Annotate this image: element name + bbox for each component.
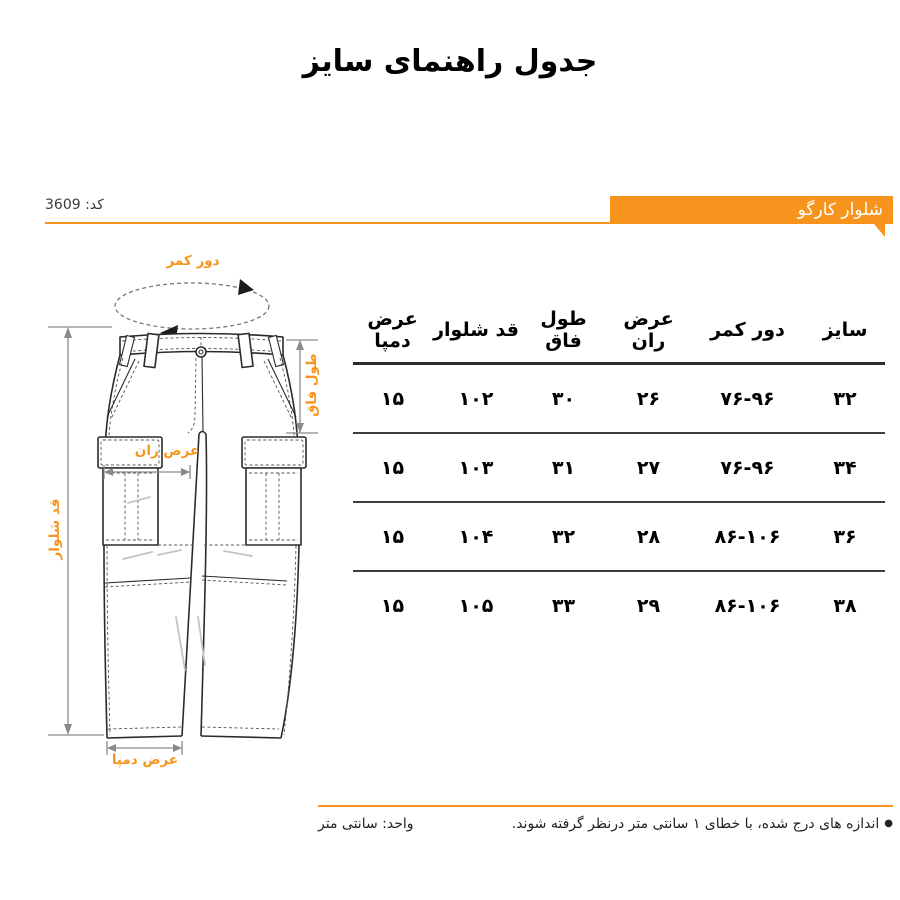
length-measure-label: قد شلوار [47,498,63,560]
cell-waist: ۷۶-۹۶ [690,433,805,502]
cell-rise: ۳۳ [551,594,576,617]
page-title: جدول راهنمای سایز [302,44,598,79]
knee-seams [105,576,287,587]
size-table-header-row [353,283,885,364]
col-header-waist: دور کمر [690,283,805,364]
product-name: شلوار کارگو [797,200,883,220]
table-row [353,571,885,639]
cell-rise: ۳۲ [520,502,607,571]
cell-length: ۱۰۳ [432,433,520,502]
cell-hem: ۱۵ [353,364,432,434]
bullet-icon: ● [884,818,893,829]
banner-tail-shape [874,224,885,237]
cell-hem: ۱۵ [353,502,432,571]
cell-waist: ۸۶-۱۰۶ [690,502,805,571]
cell-length: ۱۰۴ [432,502,520,571]
cell-waist: ۷۶-۹۶ [690,364,805,434]
table-row [353,364,885,434]
cell-size: ۳۶ [805,502,885,571]
cell-length: ۱۰۲ [432,364,520,434]
cell-waist: ۸۶-۱۰۶ [714,594,781,617]
fly-and-button [188,347,206,433]
cell-size: ۳۲ [805,364,885,434]
cargo-pocket-right [242,437,306,545]
col-header-size: سایز [805,283,885,364]
product-name-banner [610,196,893,224]
table-row [353,433,885,502]
rise-measure-label: طول فاق [304,353,320,417]
cell-thigh: ۲۷ [607,433,690,502]
waist-measure-label: دور کمر [166,253,220,269]
cell-rise: ۳۰ [520,364,607,434]
pants-body [104,355,299,738]
hem-measure-label: عرض دمپا [111,752,179,768]
cell-thigh: ۲۹ [636,594,661,617]
col-header-rise: طول فاق [520,283,607,364]
table-row [353,502,885,571]
product-code: کد: 3609 [45,197,104,213]
thigh-measure-label: عرض ران [134,443,200,459]
col-header-length: قد شلوار [432,283,520,364]
footer [318,816,893,832]
cell-thigh: ۲۸ [607,502,690,571]
col-header-thigh: عرض ران [607,283,690,364]
cell-size: ۳۸ [833,594,857,617]
cell-size: ۳۴ [805,433,885,502]
tolerance-note [512,816,893,832]
size-table [353,283,885,639]
col-header-hem: عرض دمپا [353,283,432,364]
cell-rise: ۳۱ [520,433,607,502]
cell-hem: ۱۵ [353,433,432,502]
cell-hem: ۱۵ [380,594,405,617]
footer-divider-line [318,805,893,807]
front-slant-pockets [107,359,296,419]
unit-note: واحد: سانتی متر [318,816,414,832]
waist-ellipse-arrow [115,279,269,340]
cell-thigh: ۲۶ [607,364,690,434]
tolerance-note-text: اندازه های درج شده، با خطای ۱ سانتی متر درنظر گرفته شوند. [511,816,880,832]
cell-length: ۱۰۵ [458,594,494,617]
